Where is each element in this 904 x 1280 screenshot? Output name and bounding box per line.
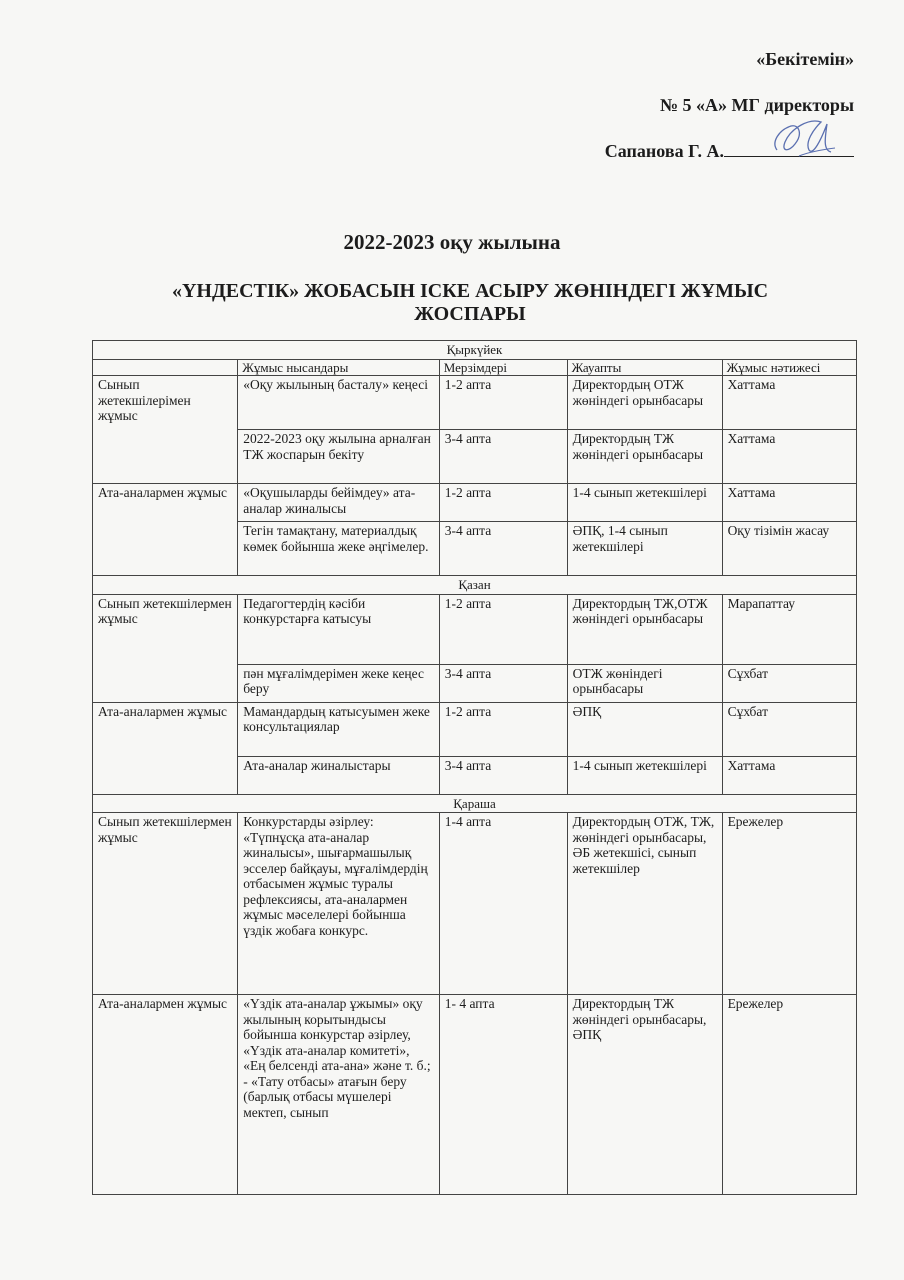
form-cell: «Үздік ата-аналар ұжымы» оқу жылының корытындысы бойынша конкурстар әзірлеу, «Үздік ата-аналар комитеті», «Ең белсенді ата-ана» және т. б.; - «Тату отбасы» атағын беру (барлық отбасы мүшелері мектеп, сынып [238,995,440,1195]
plan-main-title: «ҮНДЕСТІК» ЖОБАСЫН ІСКЕ АСЫРУ ЖӨНІНДЕГІ ЖҰМЫС ЖОСПАРЫ [171,280,769,325]
signature-icon [769,112,839,162]
approval-position: № 5 «А» МГ директоры [659,95,854,115]
form-cell: «Оқушыларды бейімдеу» ата-аналар жиналысы [238,484,440,522]
result-cell: Марапаттау [722,594,856,664]
header-result: Жұмыс нәтижесі [722,359,856,376]
month-row [93,341,857,360]
month-september: Қыркүйек [93,341,857,360]
result-cell: Хаттама [722,484,856,522]
table-row [93,376,857,430]
term-cell: 1- 4 апта [439,995,567,1195]
header-row [93,359,857,376]
result-cell: Сұхбат [722,702,856,756]
form-cell: Тегін тамақтану, материалдық көмек бойынша жеке әңгімелер. [238,522,440,576]
work-plan-table [92,340,857,1195]
term-cell: 1-2 апта [439,594,567,664]
month-october: Қазан [93,576,857,595]
responsible-cell: Директордың ОТЖ, ТЖ, жөніндегі орынбасары, ӘБ жетекшісі, сынып жетекшілер [567,813,722,995]
term-cell: 1-2 апта [439,376,567,430]
responsible-cell: ӘПҚ [567,702,722,756]
responsible-cell: 1-4 сынып жетекшілері [567,756,722,794]
result-cell: Ережелер [722,813,856,995]
term-cell: 3-4 апта [439,664,567,702]
table-row [93,995,857,1195]
form-cell: Ата-аналар жиналыстары [238,756,440,794]
form-cell: «Оқу жылының басталу» кеңесі [238,376,440,430]
result-cell: Хаттама [722,376,856,430]
table-row [93,702,857,756]
responsible-cell: ӘПҚ, 1-4 сынып жетекшілері [567,522,722,576]
term-cell: 3-4 апта [439,430,567,484]
responsible-cell: Директордың ТЖ,ОТЖ жөніндегі орынбасары [567,594,722,664]
result-cell: Оқу тізімін жасау [722,522,856,576]
term-cell: 1-2 апта [439,484,567,522]
form-cell: Мамандардың катысуымен жеке консультациялар [238,702,440,756]
form-cell: Конкурстарды әзірлеу: «Түпнұсқа ата-аналар жиналысы», шығармашылық эсселер байқауы, мұғалімдердің отбасымен жұмыс туралы рефлексиясы, ата-аналармен жұмыс мәселелері бойынша үздік жобаға конкурс. [238,813,440,995]
term-cell: 1-2 апта [439,702,567,756]
header-form: Жұмыс нысандары [238,359,440,376]
term-cell: 1-4 апта [439,813,567,995]
result-cell: Ережелер [722,995,856,1195]
header-responsible: Жауапты [567,359,722,376]
responsible-cell: Директордың ТЖ жөніндегі орынбасары [567,430,722,484]
form-cell: 2022-2023 оқу жылына арналған ТЖ жоспарын бекіту [238,430,440,484]
table-row [93,484,857,522]
header-empty [93,359,238,376]
category-cell: Сынып жетекшілермен жұмыс [93,594,238,702]
month-november: Қараша [93,794,857,813]
category-cell: Сынып жетекшілермен жұмыс [93,813,238,995]
month-row [93,794,857,813]
responsible-cell: 1-4 сынып жетекшілері [567,484,722,522]
result-cell: Сұхбат [722,664,856,702]
plan-year-title: 2022-2023 оқу жылына [343,230,561,254]
category-cell: Ата-аналармен жұмыс [93,995,238,1195]
signatory-name: Сапанова Г. А. [604,141,724,161]
result-cell: Хаттама [722,756,856,794]
result-cell: Хаттама [722,430,856,484]
header-term: Мерзімдері [439,359,567,376]
responsible-cell: Директордың ТЖ жөніндегі орынбасары, ӘПҚ [567,995,722,1195]
category-cell: Сынып жетекшілерімен жұмыс [93,376,238,484]
month-row [93,576,857,595]
term-cell: 3-4 апта [439,756,567,794]
term-cell: 3-4 апта [439,522,567,576]
responsible-cell: Директордың ОТЖ жөніндегі орынбасары [567,376,722,430]
approval-heading: «Бекітемін» [756,49,854,69]
responsible-cell: ОТЖ жөніндегі орынбасары [567,664,722,702]
form-cell: пән мұғалімдерімен жеке кеңес беру [238,664,440,702]
category-cell: Ата-аналармен жұмыс [93,702,238,794]
form-cell: Педагогтердің кәсіби конкурстарға катысуы [238,594,440,664]
table-row [93,813,857,995]
table-row [93,594,857,664]
category-cell: Ата-аналармен жұмыс [93,484,238,576]
